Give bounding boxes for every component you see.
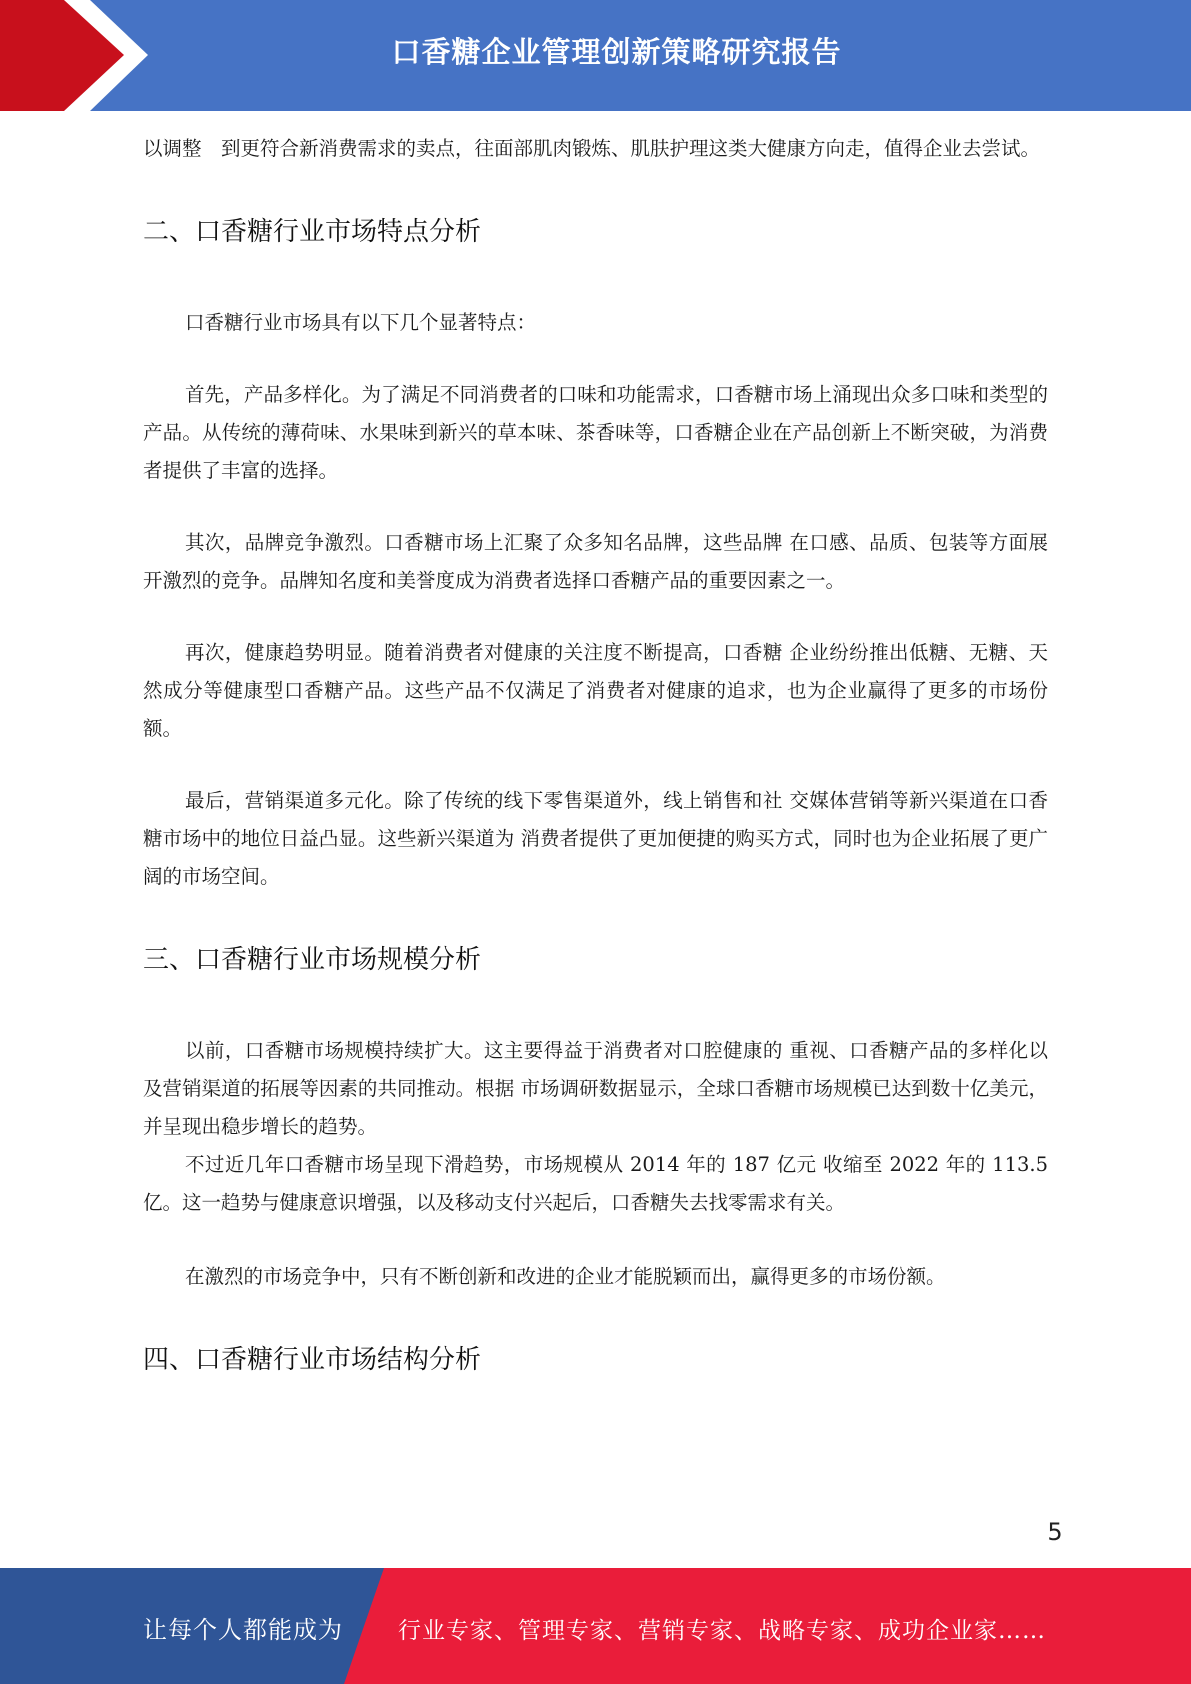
document-body [143,130,1048,1380]
page-number: 5 [1047,1518,1063,1546]
section-2-paragraph-3: 再次，健康趋势明显。随着消费者对健康的关注度不断提高，口香糖 企业纷纷推出低糖、无糖、天然成分等健康型口香糖产品。这些产品不仅满足了消费者对健康的追求，也为企业赢得了更多的市场份额。 [143,641,1048,740]
section-2-paragraph-2: 其次，品牌竞争激烈。口香糖市场上汇聚了众多知名品牌，这些品牌 在口感、品质、包装等方面展开激烈的竞争。品牌知名度和美誉度成为消费者选择口香糖产品的重要因素之一。 [143,531,1048,592]
intro-continuation-paragraph: 以调整 到更符合新消费需求的卖点，往面部肌肉锻炼、肌肤护理这类大健康方向走，值得企业去尝试。 [143,137,1041,160]
report-title: 口香糖企业管理创新策略研究报告 [391,35,842,69]
section-3-paragraph-3: 在激烈的市场竞争中，只有不断创新和改进的企业才能脱颖而出，赢得更多的市场份额。 [185,1265,946,1288]
section-2-heading: 二、口香糖行业市场特点分析 [143,217,482,247]
section-3-paragraph-2: 不过近几年口香糖市场呈现下滑趋势，市场规模从 2014 年的 187 亿元 收缩至 2022 年的 113.5 亿。这一趋势与健康意识增强，以及移动支付兴起后，口香糖失去找零需求有关。 [143,1153,1048,1214]
section-2-lead: 口香糖行业市场具有以下几个显著特点： [185,311,537,334]
footer-slogan-right: 行业专家、管理专家、营销专家、战略专家、成功企业家…… [398,1618,1046,1644]
section-4-heading: 四、口香糖行业市场结构分析 [143,1345,482,1375]
footer-slogan-left: 让每个人都能成为 [143,1616,343,1644]
section-3-paragraph-1: 以前，口香糖市场规模持续扩大。这主要得益于消费者对口腔健康的 重视、口香糖产品的多样化以及营销渠道的拓展等因素的共同推动。根据 市场调研数据显示，全球口香糖市场规模已达到数十亿美元，并呈现出稳步增长的趋势。 [143,1039,1048,1138]
footer-banner [0,1568,1191,1684]
section-2-paragraph-1: 首先，产品多样化。为了满足不同消费者的口味和功能需求，口香糖市场上涌现出众多口味和类型的产品。从传统的薄荷味、水果味到新兴的草本味、茶香味等，口香糖企业在产品创新上不断突破，为消费者提供了丰富的选择。 [143,383,1048,482]
section-3-heading: 三、口香糖行业市场规模分析 [143,945,482,975]
section-2-paragraph-4: 最后，营销渠道多元化。除了传统的线下零售渠道外，线上销售和社 交媒体营销等新兴渠道在口香糖市场中的地位日益凸显。这些新兴渠道为 消费者提供了更加便捷的购买方式，同时也为企业拓展了更广阔的市场空间。 [143,789,1048,888]
header-banner [0,0,1191,111]
